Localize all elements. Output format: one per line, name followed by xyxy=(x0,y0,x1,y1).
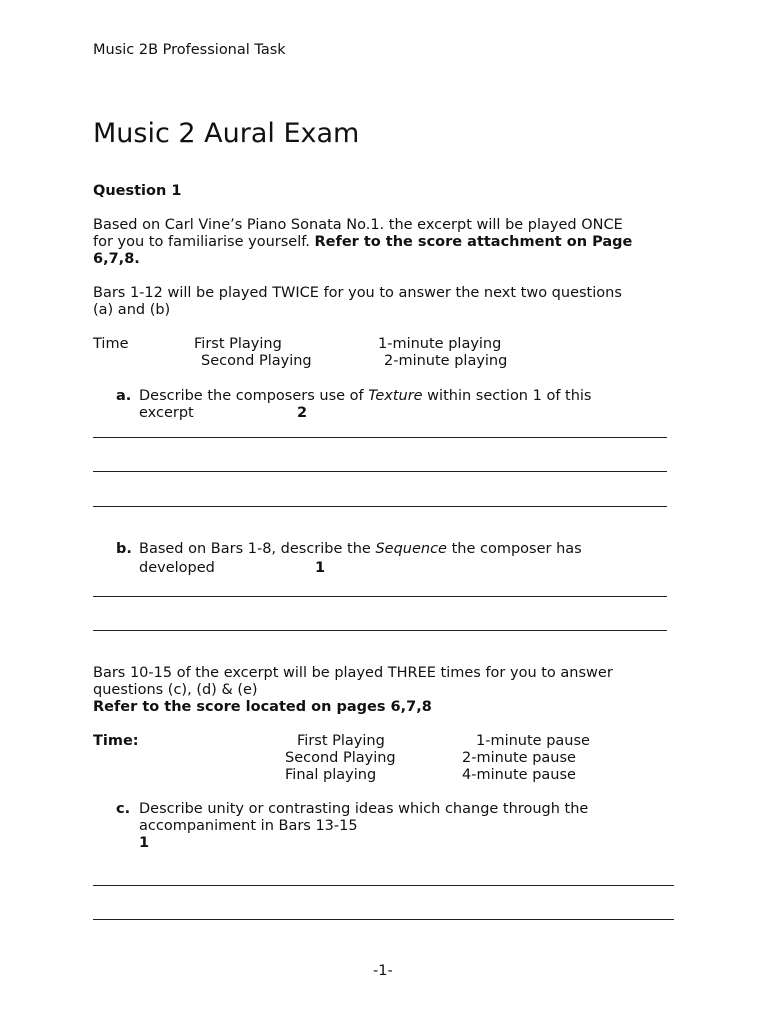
intro-line-3: 6,7,8. xyxy=(93,251,140,267)
time-label-1: Time xyxy=(93,336,129,352)
answer-line-c-1[interactable] xyxy=(93,885,674,886)
time-1-playing-1: First Playing xyxy=(194,336,282,352)
bars-10-15-line-2: questions (c), (d) & (e) xyxy=(93,682,258,698)
answer-line-a-1[interactable] xyxy=(93,437,667,438)
page-header: Music 2B Professional Task xyxy=(93,42,286,58)
question-b-marks: 1 xyxy=(315,560,326,576)
answer-line-b-1[interactable] xyxy=(93,596,667,597)
question-heading: Question 1 xyxy=(93,183,182,199)
answer-line-a-2[interactable] xyxy=(93,471,667,472)
time-2-playing-2: Second Playing xyxy=(285,750,396,766)
question-a-text-end: within section 1 of this xyxy=(422,388,592,404)
question-b-letter: b. xyxy=(116,541,132,557)
question-c-letter: c. xyxy=(116,801,131,817)
time-2-duration-1: 1-minute pause xyxy=(476,733,590,749)
intro-score-reference: Refer to the score attachment on Page xyxy=(314,234,633,250)
bars-1-12-line-2: (a) and (b) xyxy=(93,302,171,318)
question-a-letter: a. xyxy=(116,388,132,404)
time-1-playing-2: Second Playing xyxy=(201,353,312,369)
bars-10-15-score-reference: Refer to the score located on pages 6,7,8 xyxy=(93,699,432,715)
intro-line-1: Based on Carl Vine’s Piano Sonata No.1. the excerpt will be played ONCE xyxy=(93,217,623,233)
question-a-text: Describe the composers use of xyxy=(139,388,369,404)
time-1-duration-2: 2-minute playing xyxy=(384,353,508,369)
bars-10-15-line-1: Bars 10-15 of the excerpt will be played THREE times for you to answer xyxy=(93,665,613,681)
time-label-2: Time: xyxy=(93,733,139,749)
time-2-duration-3: 4-minute pause xyxy=(462,767,576,783)
page-number: -1- xyxy=(373,963,393,979)
time-2-duration-2: 2-minute pause xyxy=(462,750,576,766)
bars-1-12-line-1: Bars 1-12 will be played TWICE for you to answer the next two questions xyxy=(93,285,622,301)
time-2-playing-3: Final playing xyxy=(285,767,377,783)
question-c-line-2: accompaniment in Bars 13-15 xyxy=(139,818,358,834)
question-a-line-2: excerpt xyxy=(139,405,194,421)
question-c-marks: 1 xyxy=(139,835,150,851)
page-title: Music 2 Aural Exam xyxy=(93,118,360,149)
answer-line-b-2[interactable] xyxy=(93,630,667,631)
question-b-line-2: developed xyxy=(139,560,215,576)
intro-line-2-text: for you to familiarise yourself. xyxy=(93,234,315,250)
question-b-text-end: the composer has xyxy=(446,541,582,557)
answer-line-a-3[interactable] xyxy=(93,506,667,507)
intro-line-2 xyxy=(93,234,632,251)
question-a-marks: 2 xyxy=(297,405,308,421)
question-c-line-1: Describe unity or contrasting ideas which change through the xyxy=(139,801,589,817)
question-b-emphasis: Sequence xyxy=(375,541,447,557)
question-a-emphasis: Texture xyxy=(368,388,423,404)
question-b-text: Based on Bars 1-8, describe the xyxy=(139,541,376,557)
question-a-line-1 xyxy=(139,388,592,405)
time-2-playing-1: First Playing xyxy=(297,733,385,749)
answer-line-c-2[interactable] xyxy=(93,919,674,920)
question-b-line-1 xyxy=(139,541,582,558)
time-1-duration-1: 1-minute playing xyxy=(378,336,502,352)
